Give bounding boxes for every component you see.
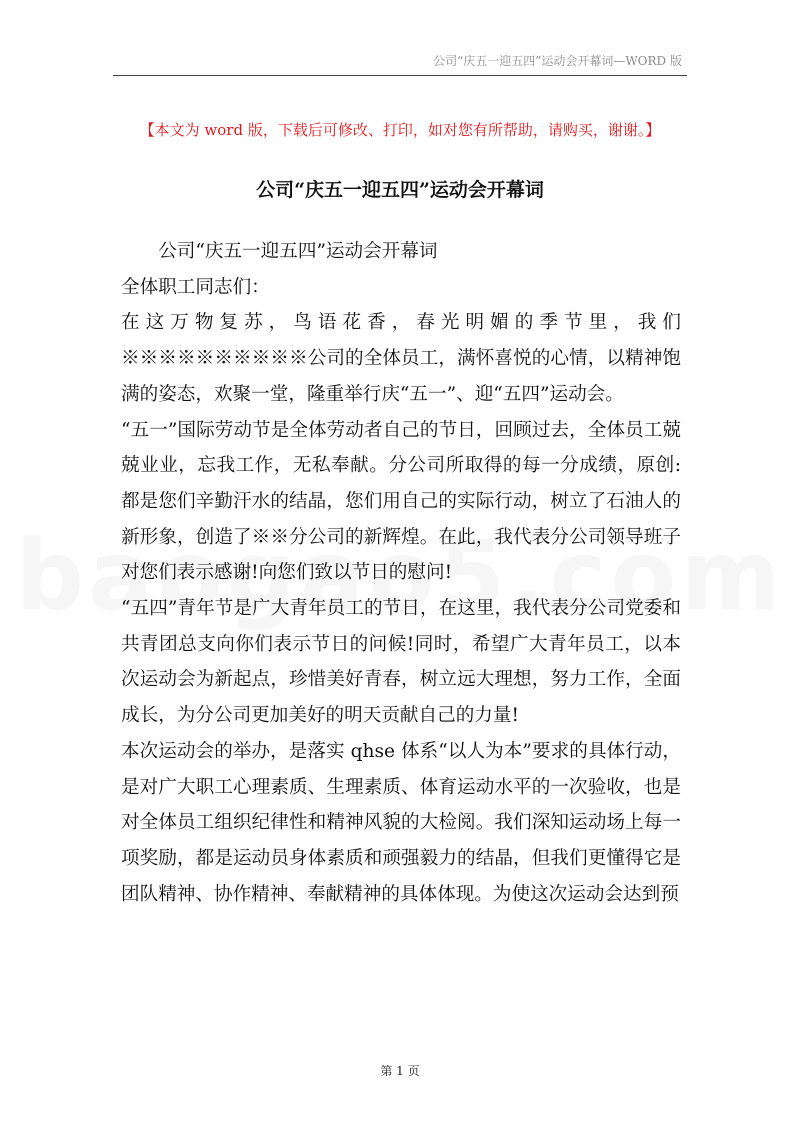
running-header: 公司“庆五一迎五四”运动会开幕词—WORD 版	[433, 54, 682, 68]
salutation-paragraph: 全体职工同志们：	[121, 276, 270, 298]
subtitle-paragraph: 公司“庆五一迎五四”运动会开幕词	[158, 241, 438, 262]
document-title: 公司“庆五一迎五四”运动会开幕词	[256, 179, 544, 201]
page-number: 第 1 页	[380, 1064, 420, 1078]
body-paragraph: 在这万物复苏，鸟语花香，春光明媚的季节里，我们※※※※※※※※※※公司的全体员工，满怀喜悦的心情，以精神饱满的姿态，欢聚一堂，隆重举行庆“五一”、迎“五四”运动会。	[121, 312, 681, 405]
header-divider	[113, 75, 687, 76]
body-paragraph: 本次运动会的举办，是落实 qhse 体系“以人为本”要求的具体行动，是对广大职工心理素质、生理素质、体育运动水平的一次验收，也是对全体员工组织纪律性和精神风貌的大检阅。我们深知运动场上每一项奖励，都是运动员身体素质和顽强毅力的结晶，但我们更懂得它是团队精神、协作精神、奉献精神的具体体现。为使这次运动会达到预	[121, 740, 681, 905]
body-paragraph: “五一”国际劳动节是全体劳动者自己的节日，回顾过去，全体员工兢兢业业，忘我工作，无私奉献。分公司所取得的每一分成绩，原创:都是您们辛勤汗水的结晶，您们用自己的实际行动，树立了石油人的新形象，创造了※※分公司的新辉煌。在此，我代表分公司领导班子对您们表示感谢!向您们致以节日的慰问!	[121, 419, 681, 584]
purchase-notice: 【本文为 word 版，下载后可修改、打印，如对您有所帮助，请购买，谢谢。】	[139, 121, 661, 139]
document-body	[121, 234, 681, 912]
body-paragraph: “五四”青年节是广大青年员工的节日，在这里，我代表分公司党委和共青团总支向你们表示节日的问候!同时，希望广大青年员工，以本次运动会为新起点，珍惜美好青春，树立远大理想，努力工作，全面成长，为分公司更加美好的明天贡献自己的力量!	[121, 598, 681, 727]
